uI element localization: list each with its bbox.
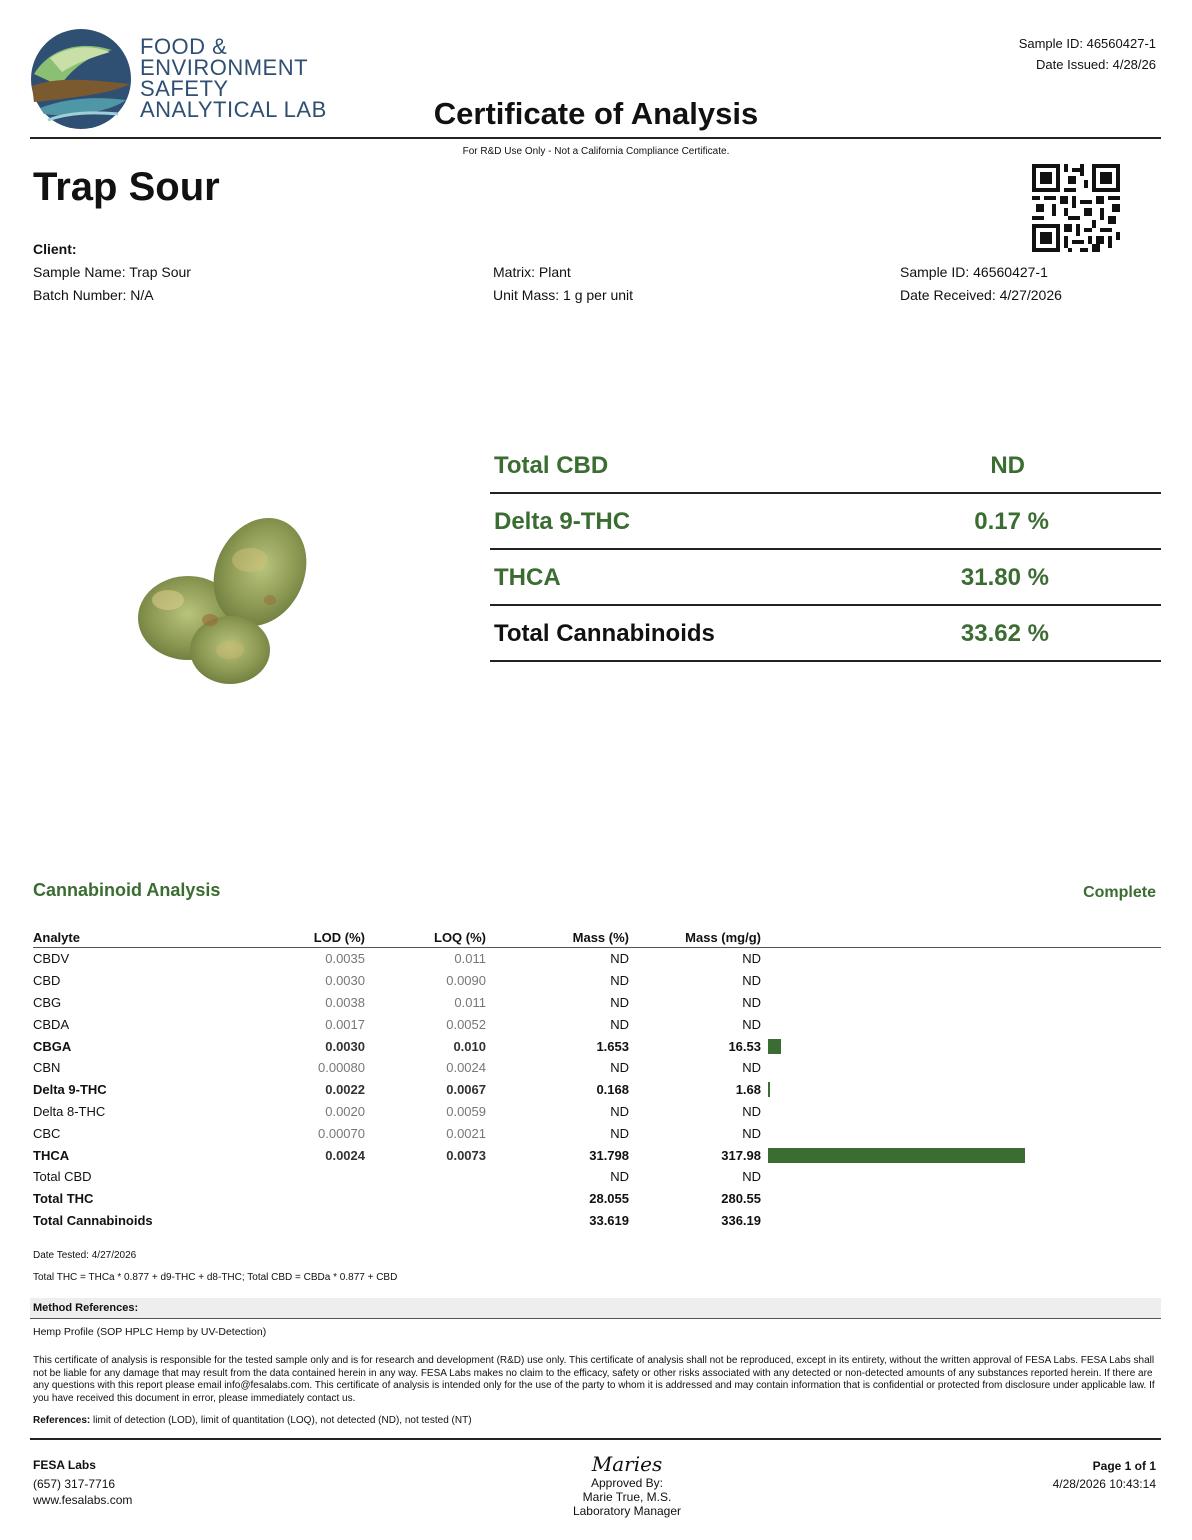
summary-value: ND <box>990 452 1025 479</box>
analyte-cell: Delta 8-THC <box>33 1103 106 1119</box>
loq-cell <box>365 1188 486 1210</box>
table-row <box>33 1210 1161 1232</box>
mass-bar <box>768 1082 770 1097</box>
loq-cell: 0.011 <box>454 951 486 967</box>
header-meta <box>1019 33 1156 75</box>
method-references-bar <box>30 1298 1161 1319</box>
loq-cell: 0.0059 <box>446 1103 486 1119</box>
mass-pct-cell: ND <box>610 951 629 967</box>
matrix: Matrix: Plant <box>493 264 571 280</box>
summary-value: 0.17 % <box>974 508 1049 535</box>
lod-cell: 0.0020 <box>325 1103 365 1119</box>
mass-mg-cell: ND <box>742 1169 761 1185</box>
analyte-cell: CBN <box>33 1060 61 1076</box>
col-bar <box>761 927 1161 948</box>
summary-label: Delta 9-THC <box>494 508 631 535</box>
bar-cell <box>761 1144 1161 1166</box>
mass-pct-cell: 33.619 <box>589 1212 629 1228</box>
table-row <box>33 992 1161 1014</box>
col-lod: LOD (%) <box>283 927 365 948</box>
footer-divider <box>30 1438 1161 1440</box>
analyte-cell: Total THC <box>33 1191 94 1207</box>
company-name: FESA Labs <box>33 1458 96 1472</box>
summary-row-total-cannabinoids <box>490 606 1161 662</box>
col-analyte: Analyte <box>33 927 283 948</box>
loq-cell: 0.0073 <box>446 1147 486 1163</box>
mass-pct-cell: ND <box>610 1169 629 1185</box>
mass-pct-cell: ND <box>610 973 629 989</box>
analyte-cell: THCA <box>33 1147 70 1163</box>
references-label: References: <box>33 1415 91 1426</box>
table-row <box>33 1144 1161 1166</box>
table-row <box>33 1101 1161 1123</box>
analyte-cell: CBC <box>33 1125 61 1141</box>
mass-pct-cell: ND <box>610 1016 629 1032</box>
analysis-table-body <box>33 948 1161 1232</box>
date-tested: Date Tested: 4/27/2026 <box>33 1250 137 1261</box>
bar-cell <box>761 1188 1161 1210</box>
mass-mg-cell: ND <box>742 1060 761 1076</box>
mass-pct-cell: ND <box>610 1060 629 1076</box>
mass-mg-cell: 336.19 <box>721 1212 761 1228</box>
bar-cell <box>761 1013 1161 1035</box>
loq-cell <box>365 1210 486 1232</box>
sample-id: Sample ID: 46560427-1 <box>900 264 1048 280</box>
bar-cell <box>761 1035 1161 1057</box>
summary-value: 33.62 % <box>960 620 1049 647</box>
mass-pct-cell: ND <box>610 1125 629 1141</box>
analyte-cell: Total Cannabinoids <box>33 1212 153 1228</box>
table-row <box>33 1013 1161 1035</box>
mass-mg-cell: 16.53 <box>728 1038 761 1054</box>
analyte-cell: CBG <box>33 994 62 1010</box>
analysis-title: Cannabinoid Analysis <box>33 880 221 900</box>
sample-name: Sample Name: Trap Sour <box>33 264 191 280</box>
mass-mg-cell: ND <box>742 1016 761 1032</box>
lod-cell: 0.0017 <box>325 1016 365 1032</box>
analyte-cell: CBDA <box>33 1016 70 1032</box>
references-text: limit of detection (LOD), limit of quantitation (LOQ), not detected (ND), not tested (NT) <box>90 1415 472 1426</box>
bar-cell <box>761 1101 1161 1123</box>
lod-cell: 0.0022 <box>325 1082 365 1098</box>
strain-name: Trap Sour <box>33 165 220 209</box>
bar-cell <box>761 992 1161 1014</box>
references-line <box>33 1415 472 1426</box>
batch-number: Batch Number: N/A <box>33 287 154 303</box>
summary-label: Total Cannabinoids <box>494 620 715 647</box>
mass-mg-cell: ND <box>742 1125 761 1141</box>
mass-bar <box>768 1039 781 1054</box>
mass-bar <box>768 1148 1025 1163</box>
bar-cell <box>761 1210 1161 1232</box>
lod-cell: 0.00080 <box>318 1060 365 1076</box>
table-row <box>33 948 1161 970</box>
mass-mg-cell: ND <box>742 973 761 989</box>
analysis-status: Complete <box>1083 884 1156 901</box>
loq-cell: 0.0052 <box>446 1016 486 1032</box>
logo-line: SAFETY <box>140 76 229 101</box>
loq-cell: 0.0024 <box>446 1060 486 1076</box>
loq-cell: 0.011 <box>454 994 486 1010</box>
mass-pct-cell: ND <box>610 1103 629 1119</box>
lod-cell: 0.0030 <box>325 973 365 989</box>
mass-mg-cell: ND <box>742 1103 761 1119</box>
method-text: Hemp Profile (SOP HPLC Hemp by UV-Detection) <box>33 1326 267 1338</box>
bar-cell <box>761 970 1161 992</box>
mass-pct-cell: 1.653 <box>596 1038 629 1054</box>
bar-cell <box>761 1079 1161 1101</box>
table-row <box>33 1057 1161 1079</box>
summary-row-delta9-thc <box>490 494 1161 550</box>
header-divider <box>30 137 1161 139</box>
logo-line: ENVIRONMENT <box>140 55 309 80</box>
summary-label: Total CBD <box>494 452 609 479</box>
mass-mg-cell: 1.68 <box>735 1082 761 1098</box>
mass-pct-cell: ND <box>610 994 629 1010</box>
col-loq: LOQ (%) <box>365 927 486 948</box>
col-mass-pct: Mass (%) <box>486 927 629 948</box>
print-timestamp: 4/28/2026 10:43:14 <box>1052 1477 1156 1491</box>
info-col-left <box>33 261 191 307</box>
mass-pct-cell: 31.798 <box>589 1147 629 1163</box>
loq-cell <box>365 1166 486 1188</box>
disclaimer-paragraph: This certificate of analysis is responsible for the tested sample only and is for research and development (R&D) use only. This certificate of analysis shall not be reproduced, except in its entirety, without the written approval of FESA Labs. FESA Labs shall not be liable for any damage that may result from the data contained herein in any way. FESA Labs makes no claim to the efficacy, safety or other risks associated with any detected or non-detected amounts of any substances reported herein. If there are any questions with this report please email info@fesalabs.com. This certificate of analysis is intended only for the use of the party to whom it is addressed and may contain information that is confidential or protected from disclosure under applicable law. If you have received this document in error, please immediately contact us. <box>33 1355 1155 1404</box>
mass-mg-cell: 317.98 <box>721 1147 761 1163</box>
client-label: Client: <box>33 241 77 257</box>
table-row <box>33 970 1161 992</box>
lod-cell: 0.0035 <box>325 951 365 967</box>
col-mass-mg: Mass (mg/g) <box>629 927 761 948</box>
bar-cell <box>761 1122 1161 1144</box>
footer-company <box>33 1457 132 1508</box>
loq-cell: 0.010 <box>453 1038 486 1054</box>
formula-note: Total THC = THCa * 0.877 + d9-THC + d8-THC; Total CBD = CBDa * 0.877 + CBD <box>33 1272 398 1283</box>
analyte-cell: Delta 9-THC <box>33 1082 107 1098</box>
lod-cell: 0.0038 <box>325 994 365 1010</box>
company-website[interactable]: www.fesalabs.com <box>33 1493 133 1507</box>
document-title: Certificate of Analysis <box>433 96 759 131</box>
table-row <box>33 1188 1161 1210</box>
signature: Maries <box>591 1452 663 1476</box>
mass-mg-cell: ND <box>742 994 761 1010</box>
header-date-issued: Date Issued: 4/28/26 <box>1036 57 1156 72</box>
page-number: Page 1 of 1 <box>1092 1459 1156 1473</box>
mass-mg-cell: 280.55 <box>721 1191 761 1207</box>
analyte-cell: CBGA <box>33 1038 72 1054</box>
analyte-cell: CBDV <box>33 951 70 967</box>
lod-cell: 0.00070 <box>318 1125 365 1141</box>
logo-line: FOOD & <box>140 34 228 59</box>
table-row <box>33 1166 1161 1188</box>
approver-title: Laboratory Manager <box>572 1504 682 1518</box>
table-row <box>33 1122 1161 1144</box>
table-row <box>33 1035 1161 1057</box>
bar-cell <box>761 1057 1161 1079</box>
summary-row-total-cbd <box>490 438 1161 494</box>
table-row <box>33 1079 1161 1101</box>
summary-value: 31.80 % <box>960 564 1049 591</box>
mass-mg-cell: ND <box>742 951 761 967</box>
top-disclaimer: For R&D Use Only - Not a California Compliance Certificate. <box>462 146 730 157</box>
loq-cell: 0.0021 <box>446 1125 486 1141</box>
lod-cell: 0.0030 <box>325 1038 365 1054</box>
info-col-right <box>900 261 1062 307</box>
approver-name: Marie True, M.S. <box>582 1490 672 1504</box>
approved-by-label: Approved By: <box>590 1476 664 1490</box>
lod-cell <box>283 1188 365 1210</box>
bar-cell <box>761 1166 1161 1188</box>
lod-cell <box>283 1166 365 1188</box>
analyte-cell: CBD <box>33 973 61 989</box>
date-received: Date Received: 4/27/2026 <box>900 287 1062 303</box>
qr-code[interactable] <box>1032 164 1120 252</box>
summary-label: THCA <box>494 564 561 591</box>
lod-cell: 0.0024 <box>325 1147 365 1163</box>
mass-pct-cell: 0.168 <box>596 1082 629 1098</box>
logo-line: ANALYTICAL LAB <box>140 97 327 122</box>
analyte-cell: Total CBD <box>33 1169 92 1185</box>
method-references-label: Method References: <box>33 1302 139 1314</box>
info-col-middle <box>493 261 633 307</box>
unit-mass: Unit Mass: 1 g per unit <box>493 287 634 303</box>
company-phone: (657) 317-7716 <box>33 1477 116 1491</box>
mass-pct-cell: 28.055 <box>589 1191 629 1207</box>
approval-block <box>520 1452 734 1518</box>
analysis-table <box>33 927 1161 1231</box>
footer-page-info <box>1053 1457 1156 1493</box>
loq-cell: 0.0067 <box>446 1082 486 1098</box>
table-header-row <box>33 927 1161 948</box>
lod-cell <box>283 1210 365 1232</box>
header-sample-id: Sample ID: 46560427-1 <box>1018 36 1156 51</box>
loq-cell: 0.0090 <box>446 973 486 989</box>
summary-row-thca <box>490 550 1161 606</box>
sample-photo <box>110 500 320 710</box>
bar-cell <box>761 948 1161 970</box>
